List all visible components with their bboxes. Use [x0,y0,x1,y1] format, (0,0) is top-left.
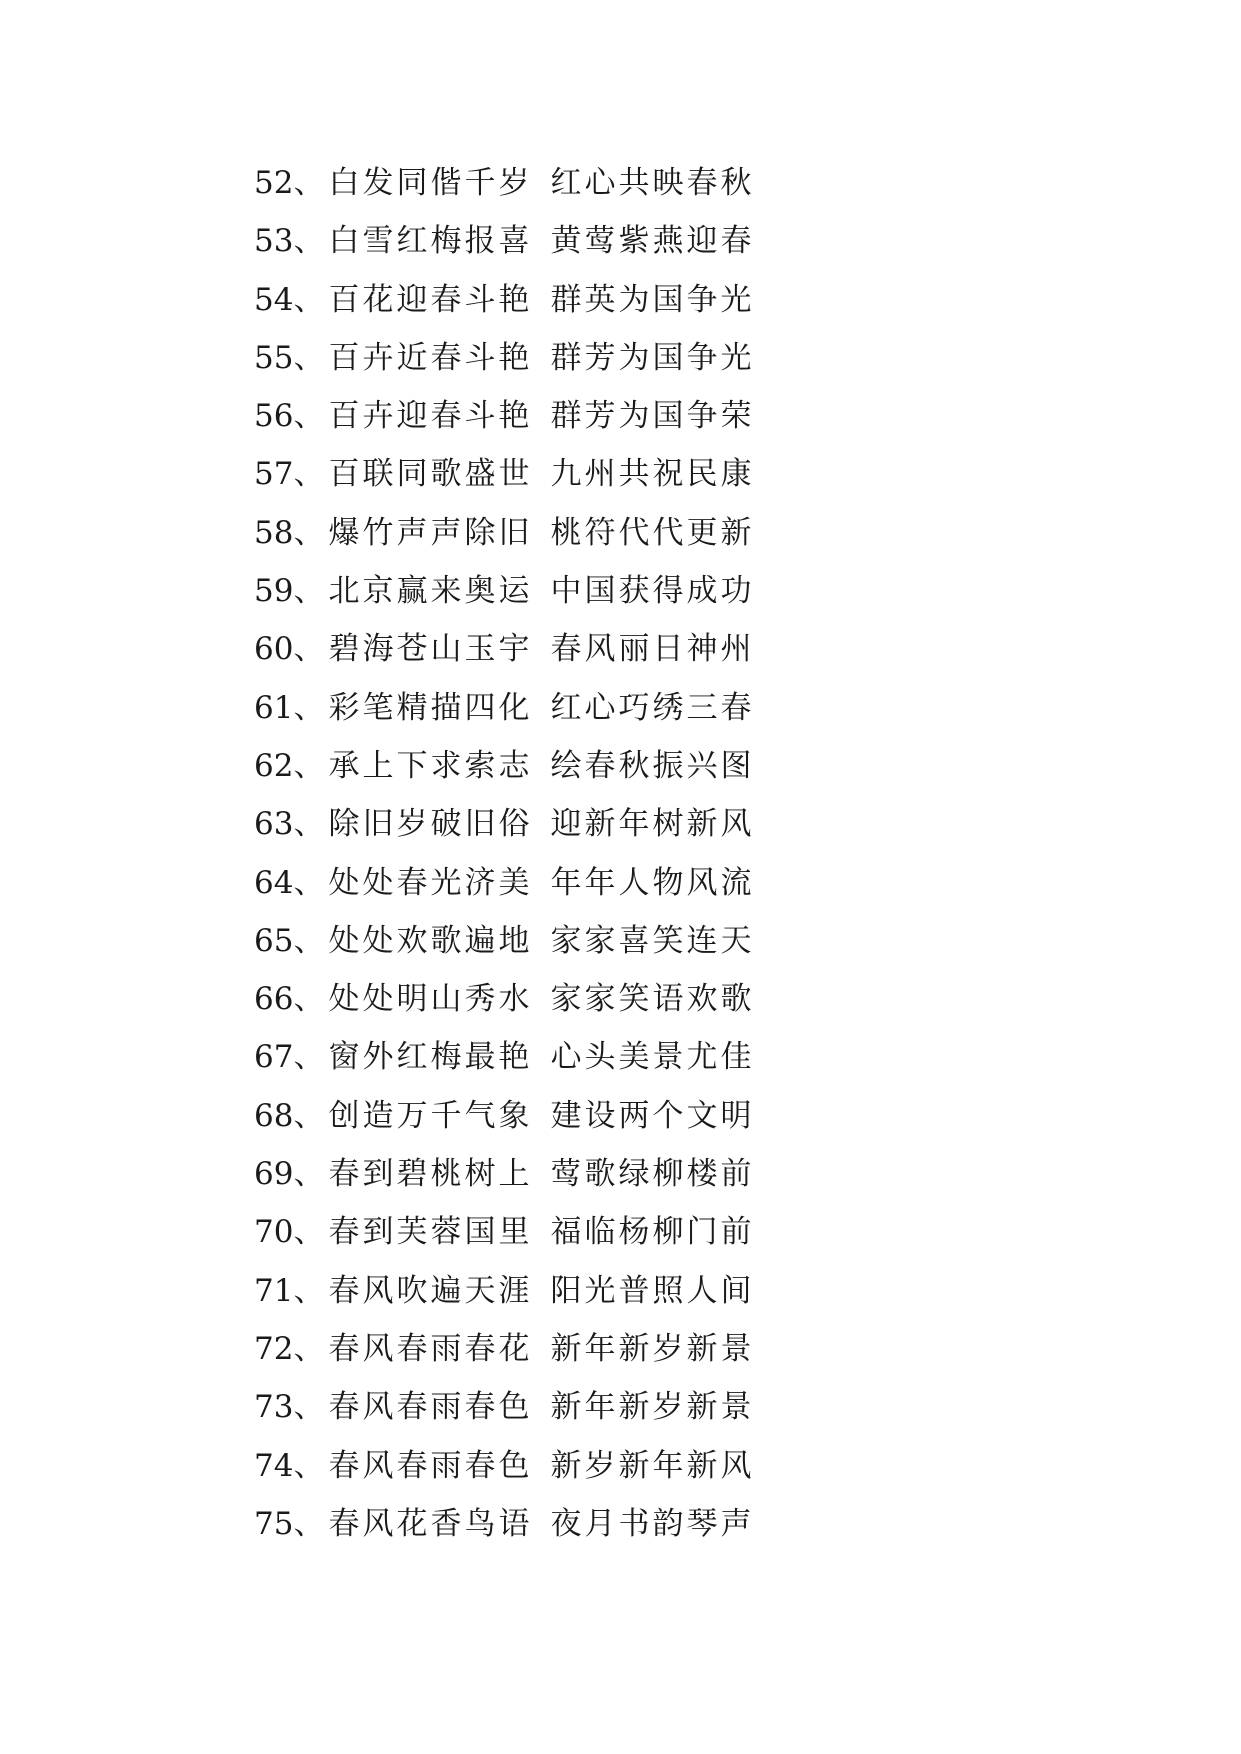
enumeration-comma: 、 [293,689,325,726]
enumeration-comma: 、 [293,981,325,1018]
line-number: 60 [254,631,294,668]
second-couplet: 群英为国争光 [550,281,755,318]
first-couplet: 春风春雨春花 [328,1330,533,1367]
line-number: 64 [254,864,294,901]
enumeration-comma: 、 [293,456,325,493]
enumeration-comma: 、 [293,1272,325,1309]
couplet-line [254,212,754,270]
second-couplet: 阳光普照人间 [550,1272,755,1309]
couplet-line [254,1028,754,1086]
enumeration-comma: 、 [293,165,325,201]
first-couplet: 处处欢歌遍地 [328,922,533,959]
first-couplet: 百联同歌盛世 [328,456,533,493]
line-number: 53 [254,223,294,260]
second-couplet: 红心共映春秋 [550,165,755,201]
couplet-line [254,445,754,503]
couplet-line [254,1262,754,1320]
enumeration-comma: 、 [293,1097,325,1134]
couplet-list [254,154,754,1553]
couplet-line [254,154,754,212]
line-number: 66 [254,981,294,1018]
line-number: 65 [254,922,294,959]
line-number: 67 [254,1039,294,1076]
couplet-line [254,329,754,387]
first-couplet: 春风花香鸟语 [328,1505,533,1542]
second-couplet: 心头美景尤佳 [550,1039,755,1076]
enumeration-comma: 、 [293,1389,325,1426]
couplet-line [254,679,754,737]
first-couplet: 碧海苍山玉宇 [328,631,533,668]
couplet-line [254,1087,754,1145]
first-couplet: 窗外红梅最艳 [328,1039,533,1076]
enumeration-comma: 、 [293,864,325,901]
line-number: 54 [254,281,294,318]
line-number: 71 [254,1272,294,1309]
enumeration-comma: 、 [293,631,325,668]
line-number: 55 [254,339,294,376]
enumeration-comma: 、 [293,223,325,260]
line-number: 58 [254,514,294,551]
line-number: 70 [254,1214,294,1251]
second-couplet: 九州共祝民康 [550,456,755,493]
couplet-line [254,1145,754,1203]
couplet-line [254,737,754,795]
line-number: 68 [254,1097,294,1134]
first-couplet: 除旧岁破旧俗 [328,806,533,843]
couplet-line [254,970,754,1028]
first-couplet: 白发同偕千岁 [328,165,533,201]
second-couplet: 新年新岁新景 [550,1330,755,1367]
line-number: 56 [254,398,294,435]
second-couplet: 夜月书韵琴声 [550,1505,755,1542]
line-number: 52 [254,165,294,201]
line-number: 72 [254,1330,294,1367]
couplet-line [254,1437,754,1495]
couplet-line [254,387,754,445]
enumeration-comma: 、 [293,1039,325,1076]
second-couplet: 群芳为国争光 [550,339,755,376]
first-couplet: 北京赢来奥运 [328,573,533,610]
enumeration-comma: 、 [293,1330,325,1367]
second-couplet: 红心巧绣三春 [550,689,755,726]
second-couplet: 春风丽日神州 [550,631,755,668]
line-number: 73 [254,1389,294,1426]
enumeration-comma: 、 [293,747,325,784]
line-number: 63 [254,806,294,843]
couplet-line [254,1495,754,1553]
couplet-line [254,271,754,329]
first-couplet: 百卉近春斗艳 [328,339,533,376]
second-couplet: 群芳为国争荣 [550,398,755,435]
first-couplet: 处处春光济美 [328,864,533,901]
first-couplet: 春风吹遍天涯 [328,1272,533,1309]
second-couplet: 桃符代代更新 [550,514,755,551]
enumeration-comma: 、 [293,1214,325,1251]
second-couplet: 福临杨柳门前 [550,1214,755,1251]
couplet-line [254,795,754,853]
couplet-line [254,562,754,620]
enumeration-comma: 、 [293,514,325,551]
line-number: 74 [254,1447,294,1484]
second-couplet: 迎新年树新风 [550,806,755,843]
enumeration-comma: 、 [293,573,325,610]
couplet-line [254,854,754,912]
first-couplet: 春风春雨春色 [328,1389,533,1426]
second-couplet: 建设两个文明 [550,1097,755,1134]
second-couplet: 新年新岁新景 [550,1389,755,1426]
line-number: 62 [254,747,294,784]
line-number: 75 [254,1505,294,1542]
couplet-line [254,504,754,562]
line-number: 61 [254,689,294,726]
enumeration-comma: 、 [293,1156,325,1193]
second-couplet: 绘春秋振兴图 [550,747,755,784]
second-couplet: 黄莺紫燕迎春 [550,223,755,260]
couplet-line [254,912,754,970]
first-couplet: 春到碧桃树上 [328,1156,533,1193]
second-couplet: 家家喜笑连天 [550,922,755,959]
couplet-line [254,1320,754,1378]
first-couplet: 春风春雨春色 [328,1447,533,1484]
enumeration-comma: 、 [293,922,325,959]
couplet-line [254,620,754,678]
enumeration-comma: 、 [293,339,325,376]
enumeration-comma: 、 [293,1447,325,1484]
first-couplet: 创造万千气象 [328,1097,533,1134]
first-couplet: 彩笔精描四化 [328,689,533,726]
couplet-line [254,1378,754,1436]
enumeration-comma: 、 [293,806,325,843]
second-couplet: 新岁新年新风 [550,1447,755,1484]
line-number: 69 [254,1156,294,1193]
first-couplet: 百卉迎春斗艳 [328,398,533,435]
first-couplet: 百花迎春斗艳 [328,281,533,318]
enumeration-comma: 、 [293,281,325,318]
first-couplet: 白雪红梅报喜 [328,223,533,260]
second-couplet: 莺歌绿柳楼前 [550,1156,755,1193]
first-couplet: 春到芙蓉国里 [328,1214,533,1251]
enumeration-comma: 、 [293,398,325,435]
enumeration-comma: 、 [293,1505,325,1542]
first-couplet: 承上下求索志 [328,747,533,784]
second-couplet: 家家笑语欢歌 [550,981,755,1018]
line-number: 59 [254,573,294,610]
second-couplet: 中国获得成功 [550,573,755,610]
first-couplet: 爆竹声声除旧 [328,514,533,551]
second-couplet: 年年人物风流 [550,864,755,901]
couplet-line [254,1203,754,1261]
first-couplet: 处处明山秀水 [328,981,533,1018]
line-number: 57 [254,456,294,493]
